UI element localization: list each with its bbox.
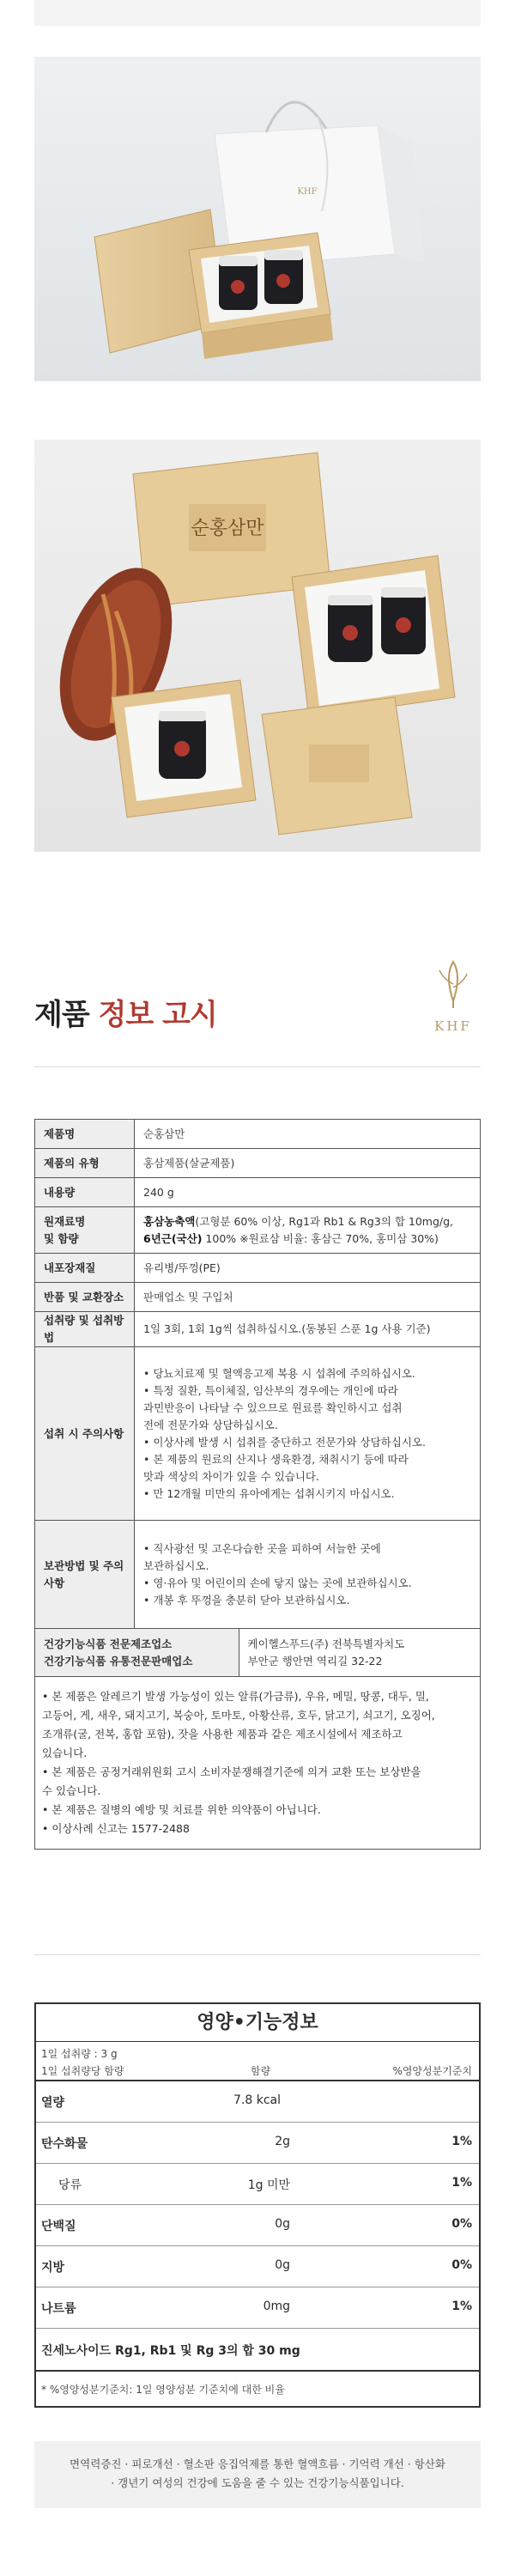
table-row	[35, 1178, 481, 1207]
product-info-header	[34, 958, 481, 1036]
manufacturer-name: 케이헬스푸드(주) 전북특별자치도	[247, 1637, 405, 1650]
row-value: 홍삼제품(살균제품)	[135, 1149, 481, 1178]
table-row	[35, 1149, 481, 1178]
table-row	[35, 1347, 481, 1521]
ingredient-origin: 6년근(국산)	[143, 1231, 203, 1245]
storage-item: • 개봉 후 뚜껑을 충분히 닫아 보관하십시오.	[143, 1593, 350, 1607]
nutrient-row-protein	[36, 2205, 479, 2246]
page-title-accent: 정보 고시	[98, 998, 217, 1032]
nutrient-amount: 0g	[275, 2258, 290, 2272]
row-key: 내포장재질	[35, 1254, 135, 1283]
row-key: 제품의 유형	[35, 1149, 135, 1178]
functionality-line: 면역력증진 · 피로개선 · 혈소판 응집억제를 통한 혈액흐름 · 기억력 개선 · 항산화	[70, 2458, 445, 2470]
row-key: 섭취 시 주의사항	[35, 1347, 135, 1521]
nutrient-name: 열량	[41, 2096, 65, 2110]
storage-item: 보관하십시오.	[143, 1558, 209, 1572]
title-divider	[34, 1066, 481, 1067]
nutrient-row-sugars	[36, 2164, 479, 2205]
ingredient-name: 홍삼농축액	[143, 1214, 196, 1228]
ingredient-ratio: 100% ※원료삼 비율: 홍삼근 70%, 홍미삼 30%)	[202, 1231, 439, 1245]
caution-item: 맛과 색상의 차이가 있을 수 있습니다.	[143, 1469, 319, 1483]
row-value: 240 g	[135, 1178, 481, 1207]
amount-header: 함량	[251, 2065, 271, 2077]
row-value: 유리병/뚜껑(PE)	[135, 1254, 481, 1283]
nutrition-serving	[36, 2042, 479, 2081]
functionality-line: · 갱년기 여성의 건강에 도움을 줄 수 있는 건강기능식품입니다.	[111, 2476, 404, 2489]
manufacturer-address: 부안군 행안면 역리길 32-22	[247, 1654, 383, 1668]
manufacturer-key: 건강기능식품 전문제조업소	[44, 1637, 173, 1650]
note-line: 고등어, 게, 새우, 돼지고기, 복숭아, 토마토, 아황산류, 호두, 닭고기, 쇠고기, 오징어,	[42, 1709, 435, 1722]
daily-value-header: %영양성분기준치	[392, 2065, 472, 2077]
nutrient-amount: 7.8 kcal	[233, 2093, 281, 2107]
product-layout-illustration	[34, 440, 481, 852]
nutrient-percent: 0%	[451, 2258, 472, 2272]
notes-cell	[35, 1677, 481, 1850]
nutrient-name: 당류	[58, 2178, 82, 2192]
page-title-main: 제품	[34, 998, 89, 1032]
manufacturer-keys	[35, 1629, 239, 1677]
functional-ingredient-text: 진세노사이드 Rg1, Rb1 및 Rg 3의 합 30 mg	[41, 2344, 300, 2358]
caution-item: • 본 제품의 원료의 산지나 생육환경, 채취시기 등에 따라	[143, 1452, 409, 1466]
storage-item: • 영·유아 및 어린이의 손에 닿지 않는 곳에 보관하십시오.	[143, 1576, 412, 1589]
ingredient-detail: (고형분 60% 이상, Rg1과 Rb1 & Rg3의 합 10mg/g,	[195, 1214, 454, 1228]
row-key: 내용량	[35, 1178, 135, 1207]
nutrient-row-carbs	[36, 2123, 479, 2164]
row-value	[135, 1207, 481, 1254]
caution-item: • 만 12개월 미만의 유아에게는 섭취시키지 마십시오.	[143, 1486, 395, 1500]
svg-text:KHF: KHF	[297, 187, 318, 197]
caution-item: • 특정 질환, 특이체질, 임산부의 경우에는 개인에 따라	[143, 1383, 398, 1397]
nutrient-percent: 1%	[451, 2300, 472, 2313]
nutrient-row-sodium	[36, 2287, 479, 2329]
nutrient-row-calories	[36, 2081, 479, 2123]
product-info-table	[34, 1119, 481, 1850]
distributor-key: 건강기능식품 유통전문판매업소	[44, 1654, 193, 1668]
nutrition-panel	[34, 2002, 481, 2408]
manufacturer-value	[239, 1629, 480, 1677]
caution-item: • 이상사례 발생 시 섭취를 중단하고 전문가와 상담하십시오.	[143, 1435, 426, 1449]
nutrient-percent: 1%	[451, 2176, 472, 2190]
serving-header: 1일 섭취량당 함량	[41, 2065, 124, 2077]
nutrient-amount: 1g 미만	[247, 2178, 290, 2192]
gift-box-photo	[34, 57, 481, 381]
nutrient-name: 지방	[41, 2261, 65, 2275]
note-line: • 이상사례 신고는 1577-2488	[42, 1822, 190, 1835]
serving-total: 1일 섭취량 : 3 g	[41, 2048, 118, 2060]
row-value: 1일 3회, 1회 1g씩 섭취하십시오.(동봉된 스푼 1g 사용 기준)	[135, 1312, 481, 1347]
storage-list	[135, 1521, 481, 1629]
note-line: • 본 제품은 공정거래위원회 고시 소비자분쟁해결기준에 의거 교환 또는 보상받을	[42, 1765, 421, 1778]
lid-brand-text: 순홍삼만	[191, 518, 264, 539]
leaf-emblem-icon	[426, 958, 481, 1010]
caution-item: 과민반응이 나타날 수 있으므로 원료를 확인하시고 섭취	[143, 1400, 403, 1414]
caution-item: 전에 전문가와 상담하십시오.	[143, 1418, 278, 1431]
nutrient-amount: 0mg	[263, 2300, 290, 2313]
note-line: 수 있습니다.	[42, 1784, 101, 1797]
nutrient-name: 탄수화물	[41, 2137, 88, 2151]
product-layout-photo	[34, 440, 481, 852]
table-row	[35, 1677, 481, 1850]
gift-box-illustration	[34, 57, 481, 381]
product-photo-strip	[34, 0, 481, 26]
table-row	[35, 1283, 481, 1312]
row-key: 보관방법 및 주의사항	[35, 1521, 135, 1629]
note-line: • 본 제품은 질병의 예방 및 치료를 위한 의약품이 아닙니다.	[42, 1803, 321, 1816]
storage-item: • 직사광선 및 고온다습한 곳을 피하여 서늘한 곳에	[143, 1541, 381, 1555]
section-divider	[34, 1954, 481, 1955]
page-title	[34, 991, 217, 1033]
note-line: 조개류(굴, 전복, 홍합 포함), 잣을 사용한 제품과 같은 제조시설에서 제조하고	[42, 1728, 403, 1741]
table-row	[35, 1207, 481, 1254]
row-key: 섭취량 및 섭취방법	[35, 1312, 135, 1347]
nutrient-percent: 1%	[451, 2135, 472, 2148]
functionality-box	[34, 2441, 481, 2508]
row-value: 판매업소 및 구입처	[135, 1283, 481, 1312]
note-line: 있습니다.	[42, 1747, 88, 1759]
nutrient-amount: 0g	[275, 2217, 290, 2231]
nutrition-footnote	[36, 2372, 479, 2406]
caution-list	[135, 1347, 481, 1521]
khf-wordmark: KHF	[434, 1018, 472, 1034]
table-row	[35, 1629, 481, 1677]
row-value: 순홍삼만	[135, 1120, 481, 1149]
table-row	[35, 1312, 481, 1347]
nutrient-percent: 0%	[451, 2217, 472, 2231]
caution-item: • 당뇨치료제 및 혈액응고제 복용 시 섭취에 주의하십시오.	[143, 1366, 415, 1380]
nutrient-row-fat	[36, 2246, 479, 2287]
nutrient-name: 단백질	[41, 2220, 76, 2233]
nutrition-title: 영양•기능정보	[36, 2004, 479, 2042]
row-key: 원재료명 및 함량	[35, 1207, 135, 1254]
table-row	[35, 1120, 481, 1149]
functional-ingredient	[36, 2329, 479, 2372]
nutrient-amount: 2g	[275, 2135, 290, 2148]
table-row	[35, 1521, 481, 1629]
khf-logo	[426, 958, 481, 1034]
note-line: • 본 제품은 알레르기 발생 가능성이 있는 알류(가금류), 우유, 메밀, 땅콩, 대두, 밀,	[42, 1690, 429, 1703]
footnote-text: * %영양성분기준치: 1일 영양성분 기준치에 대한 비율	[41, 2384, 285, 2396]
nutrient-name: 나트륨	[41, 2302, 76, 2316]
row-key: 반품 및 교환장소	[35, 1283, 135, 1312]
table-row	[35, 1254, 481, 1283]
row-key: 제품명	[35, 1120, 135, 1149]
